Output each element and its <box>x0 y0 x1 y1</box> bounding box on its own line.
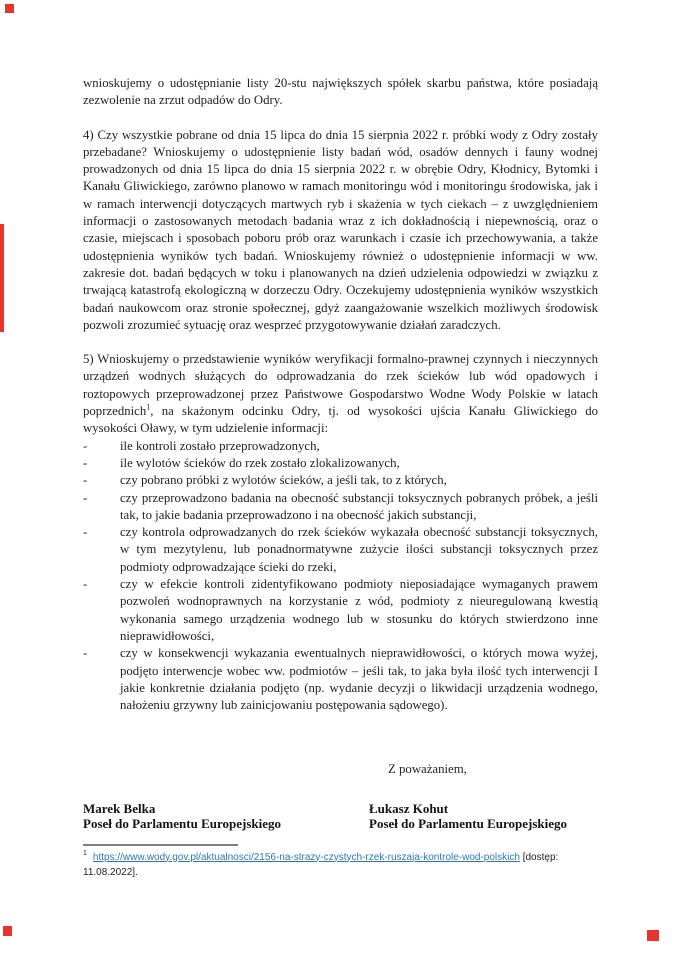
list-item <box>83 472 598 489</box>
paragraph-5-text-continued: , na skażonym odcinku Odry, tj. od wysokości ujścia Kanału Gliwickiego do wysokości Oławy, w tym udzielenie informacji: <box>83 404 598 436</box>
list-item-text: czy pobrano próbki z wylotów ścieków, a jeśli tak, to z których, <box>120 473 447 488</box>
list-item-text: czy kontrola odprowadzanych do rzek ścieków wykazała obecność substancji toksycznych, w tym mezytylenu, lub ponadnormatywne zużycie ilości substancji toksycznych przez podmioty odprowadzające ścieki do rzeki, <box>120 525 598 574</box>
dash-bullet: - <box>83 646 88 661</box>
list-item-text: czy przeprowadzono badania na obecność substancji toksycznych pobranych próbek, a jeśli tak, to jakie badania przeprowadzono i na obecność jakich substancji, <box>120 490 598 522</box>
paragraph-5-text: 5) Wnioskujemy o przedstawienie wyników weryfikacji formalno-prawnej czynnych i nieczynnych urządzeń wodnych służących do odprowadzania do rzek ścieków lub wód opadowych i roztopowych przeprowadzonej przez Państwowe Gospodarstwo Wodne Wody Polskie w latach poprzednich <box>83 352 598 419</box>
paragraph-intro: wnioskujemy o udostępnianie listy 20-stu największych spółek skarbu państwa, które posiadają zezwolenie na zrzut odpadów do Odry. <box>83 76 598 108</box>
signer-title: Poseł do Parlamentu Europejskiego <box>369 816 568 832</box>
dash-bullet: - <box>83 473 88 488</box>
list-item-text: ile wylotów ścieków do rzek zostało zlokalizowanych, <box>120 455 400 470</box>
footnote-divider <box>83 844 238 846</box>
footnote-link[interactable]: https://www.wody.gov.pl/aktualnosci/2156-na-strazy-czystych-rzek-ruszaja-kontrole-wod-polskich <box>92 851 520 863</box>
list-item-text: czy w efekcie kontroli zidentyfikowano podmioty nieposiadające wymaganych prawem pozwoleń wodnoprawnych na korzystanie z wód, podmioty z nieuregulowaną kwestią wykonania samego urządzenia wodnego lub w stosunku do których stwierdzono inne nieprawidłowości, <box>120 577 598 643</box>
list-item <box>83 524 598 576</box>
list-item <box>83 438 598 455</box>
red-artifact-bottom-right <box>647 930 659 941</box>
signature-left <box>83 801 369 832</box>
paragraph-question-5 <box>83 351 598 437</box>
list-item <box>83 645 598 714</box>
list-item <box>83 490 598 525</box>
closing-salutation: Z poważaniem, <box>388 762 467 777</box>
dash-bullet: - <box>83 525 88 540</box>
red-artifact-top-left <box>5 4 14 13</box>
signer-title: Poseł do Parlamentu Europejskiego <box>83 816 282 832</box>
request-list <box>83 438 598 715</box>
signer-name: Marek Belka <box>83 800 156 816</box>
footnote <box>83 844 598 880</box>
dash-bullet: - <box>83 490 88 505</box>
red-artifact-bottom-left <box>3 926 12 936</box>
dash-bullet: - <box>83 438 88 453</box>
signer-name: Łukasz Kohut <box>369 800 449 816</box>
signature-right <box>369 801 655 832</box>
list-item <box>83 455 598 472</box>
footnote-access-date: [dostęp: 11.08.2022]. <box>83 851 559 878</box>
red-artifact-left-edge <box>0 224 4 332</box>
paragraph-question-4: 4) Czy wszystkie pobrane od dnia 15 lipca do dnia 15 sierpnia 2022 r. próbki wody z Odry zostały przebadane? Wnioskujemy o udostępnienie listy badań wód, osadów dennych i fauny wodnej prowadzonych od dnia 15 lipca do dnia 15 sierpnia 2022 r. w obrębie Odry, Kłodnicy, Bytomki i Kanału Gliwickiego, zarówno planowo w ramach monitoringu wód i monitoringu środowiska, jak i w ramach interwencji dotyczących martwych ryb i skażenia w tych ciekach – z uwzględnieniem informacji o zastosowanych metodach badania wraz z ich dokładnością i niepewnością, oraz o czasie, miejscach i sposobach poboru prób oraz warunkach i czasie ich przechowywania, a także udostępnienia wyników tych badań. Wnioskujemy również o udostępnienie informacji w ww. zakresie dot. badań będących w toku i planowanych na dzień udzielenia odpowiedzi w związku z trwającą katastrofą ekologiczną w dorzeczu Odry. Oczekujemy udostępnienia wyników wszystkich badań naukowcom oraz stronie społecznej, gdyż zaangażowanie wszelkich możliwych środowisk pozwoli zrozumieć sytuację oraz wesprzeć przygotowywanie działań zaradczych. <box>83 127 598 332</box>
footnote-marker: 1 <box>83 850 87 858</box>
footnote-reference: 1 <box>146 402 151 412</box>
signature-block <box>83 801 598 832</box>
list-item-text: ile kontroli zostało przeprowadzonych, <box>120 438 320 453</box>
dash-bullet: - <box>83 455 88 470</box>
letter-body <box>83 75 598 880</box>
list-item-text: czy w konsekwencji wykazania ewentualnych nieprawidłowości, o których mowa wyżej, podjęto interwencje wobec ww. podmiotów – jeśli tak, to jaka była ilość tych interwencji I jakie konkretnie działania podjęto (np. wydanie decyzji o likwidacji urządzenia wodnego, nałożeniu grzywny lub zainicjowaniu postępowania sądowego). <box>120 646 598 713</box>
list-item <box>83 576 598 645</box>
dash-bullet: - <box>83 577 88 592</box>
